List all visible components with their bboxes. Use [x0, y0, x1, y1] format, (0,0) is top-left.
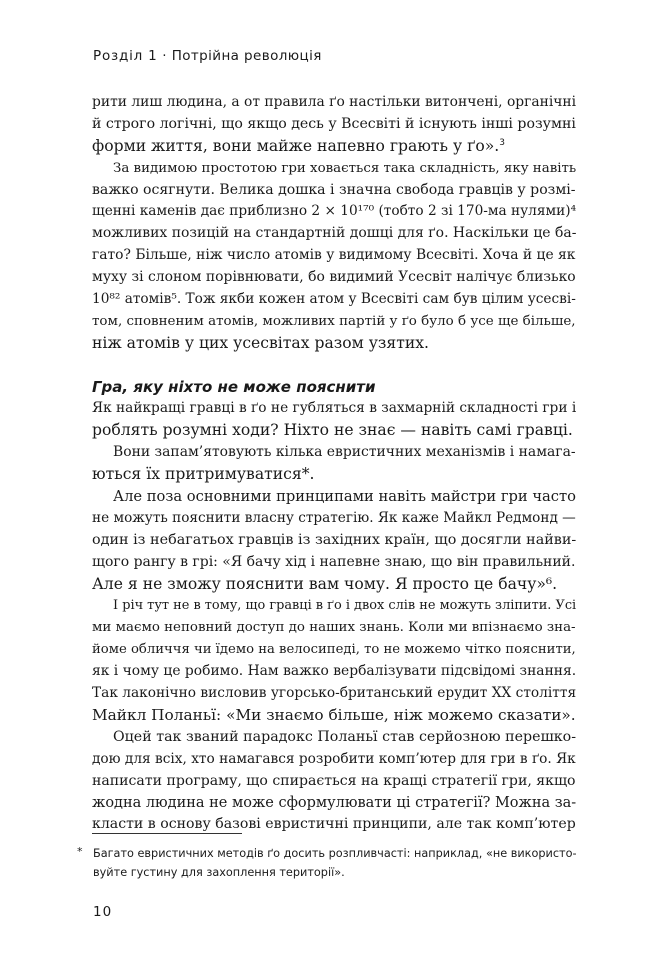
paragraph [92, 595, 576, 726]
page-number: 10 [93, 904, 113, 920]
running-head-separator: · [162, 48, 167, 64]
footnote-mark: * [77, 845, 83, 858]
text-line: важко осягнути. Велика дошка і значна свобода гравців у розмі- [92, 181, 576, 198]
text-line: І річ тут не в тому, що гравці в ґо і двох слів не можуть зліпити. Усі [113, 598, 577, 614]
paragraph [92, 486, 576, 595]
paragraph [92, 92, 576, 158]
running-head-title: Потрійна революція [171, 48, 322, 64]
text-line: Так лаконічно висловив угорсько-британський ерудит XX століття [92, 685, 577, 702]
text-line: Вони запам’ятовують кілька евристичних механізмів і намага- [113, 444, 576, 461]
text-line: гато? Більше, ніж число атомів у видимому Всесвіті. Хоча й це як [92, 247, 576, 264]
text-line: класти в основу базові евристичні принципи, але так комп’ютер [92, 816, 576, 833]
footnote-divider [92, 833, 242, 834]
text-line: один із небагатьох гравців із західних країн, що досягли найви- [92, 531, 577, 548]
text-line: ються їх притримуватися*. [92, 465, 315, 484]
section-subheading: Гра, яку ніхто не може пояснити [92, 377, 376, 396]
footnote-line: вуйте густину для захоплення території». [93, 865, 345, 879]
text-line: ми маємо неповний доступ до наших знань. Коли ми впізнаємо зна- [92, 620, 576, 636]
text-line: Але я не зможу пояснити вам чому. Я просто це бачу»⁶. [92, 574, 558, 593]
text-line: щенні каменів дає приблизно 2 × 10¹⁷⁰ (тобто 2 зі 170-ма нулями)⁴ [92, 203, 577, 220]
paragraph [92, 442, 576, 486]
text-line: можливих позицій на стандартній дошці для ґо. Наскільки це ба- [92, 225, 577, 242]
text-line: й строго логічні, що якщо десь у Всесвіті й існують інші розумні [92, 115, 576, 132]
paragraph [92, 727, 576, 836]
paragraph [92, 158, 576, 355]
text-line: щого рангу в грі: «Я бачу хід і напевне знаю, що він правильний. [92, 553, 576, 570]
footnote-ref: 3 [499, 137, 505, 148]
footnote-line: Багато евристичних методів ґо досить розпливчасті: наприклад, «не використо- [93, 847, 577, 860]
paragraph [92, 398, 576, 442]
text-line: Оцей так званий парадокс Поланьї став серйозною перешко- [113, 728, 577, 745]
text-line-content: форми життя, вони майже напевно грають у ґо». [92, 136, 500, 155]
text-line: дою для всіх, хто намагався розробити комп’ютер для гри в ґо. Як [92, 750, 576, 767]
text-line: Але поза основними принципами навіть майстри гри часто [113, 488, 576, 506]
text-line: За видимою простотою гри ховається така складність, яку навіть [113, 160, 577, 176]
footnote-text [93, 845, 577, 882]
text-line: роблять розумні ходи? Ніхто не знає — навіть самі гравці. [92, 421, 573, 440]
body-text [92, 92, 576, 836]
text-line: Як найкращі гравці в ґо не губляться в захмарній складності гри і [92, 400, 577, 417]
running-head-chapter: Розділ 1 [93, 48, 158, 64]
text-line: написати програму, що спирається на кращі стратегії гри, якщо [92, 772, 576, 789]
text-line: йоме обличчя чи їдемо на велосипеді, то не можемо чітко пояснити, [92, 642, 576, 658]
text-line: рити лиш людина, а от правила ґо настільки витончені, органічні [92, 94, 577, 110]
running-head [93, 48, 573, 64]
text-line [92, 136, 576, 158]
section-spacer [92, 355, 576, 377]
text-line: як і чому це робимо. Нам важко вербалізувати підсвідомі знання. [92, 663, 577, 680]
text-line: жодна людина не може сформулювати ці стратегії? Можна за- [92, 794, 577, 811]
text-line: ніж атомів у цих усесвітах разом узятих. [92, 333, 430, 352]
text-line: муху зі слоном порівнювати, бо видимий Усесвіт налічує близько [92, 269, 576, 286]
text-line: Майкл Поланьї: «Ми знаємо більше, ніж можемо сказати». [92, 705, 576, 724]
text-line: 10⁸² атомів⁵. Тож якби кожен атом у Всесвіті сам був цілим усесві- [92, 291, 576, 308]
text-line: не можуть пояснити власну стратегію. Як каже Майкл Редмонд — [92, 509, 576, 526]
text-line: том, сповненим атомів, можливих партій у ґо було б усе ще більше, [92, 313, 576, 329]
